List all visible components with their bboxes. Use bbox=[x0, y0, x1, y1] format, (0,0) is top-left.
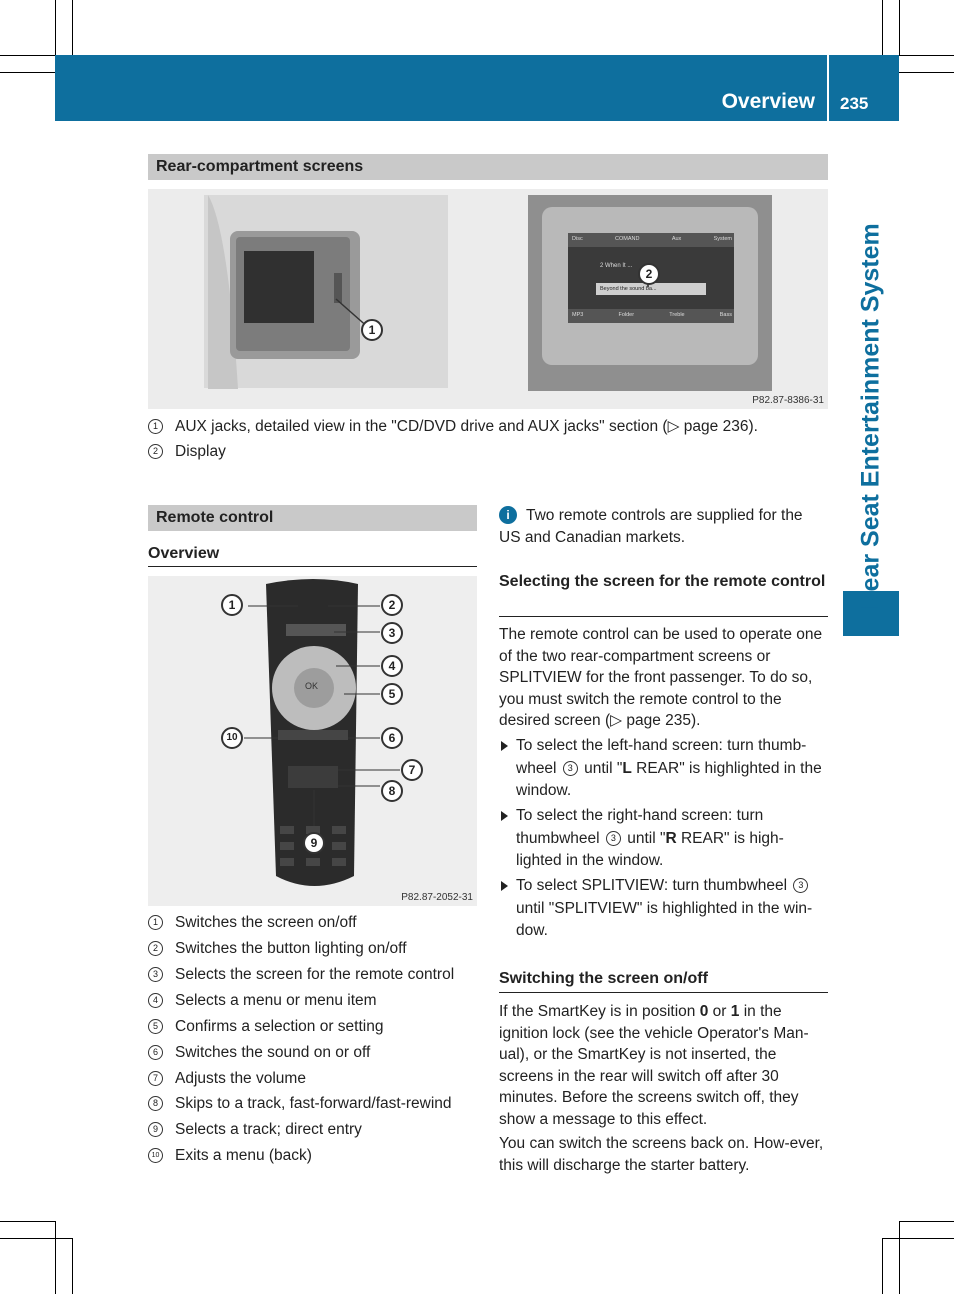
crop-mark bbox=[0, 72, 55, 73]
legend-text: Selects a track; direct entry bbox=[175, 1121, 362, 1138]
crop-mark bbox=[882, 1238, 954, 1239]
legend-item bbox=[148, 990, 377, 1012]
screen-tab: System bbox=[713, 236, 732, 242]
bullet-text: until " bbox=[622, 829, 666, 847]
callout-8: 8 bbox=[381, 780, 403, 802]
key-letter: R bbox=[665, 829, 677, 847]
legend-text: AUX jacks, detailed view in the "CD/DVD drive and AUX jacks" section (▷ page 236). bbox=[175, 418, 758, 435]
switch-body-1 bbox=[499, 1001, 829, 1130]
bullet-text: REAR" is highlighted in the window. bbox=[516, 759, 822, 799]
legend-text: Display bbox=[175, 443, 226, 460]
key-letter: L bbox=[622, 759, 632, 777]
screen-tab: COMAND bbox=[615, 236, 640, 242]
screen-tab-bar bbox=[572, 236, 732, 242]
legend-item bbox=[148, 1016, 383, 1038]
crop-mark bbox=[899, 72, 954, 73]
bullet-text: REAR" is high-lighted in the window. bbox=[516, 829, 784, 869]
callout-2: 2 bbox=[381, 594, 403, 616]
screen-tab: Aux bbox=[671, 236, 682, 242]
crop-mark bbox=[55, 1221, 56, 1294]
legend-text: Selects a menu or menu item bbox=[175, 992, 377, 1009]
body-text: in the ignition lock (see the vehicle Operator's Man-ual), or the SmartKey is not inserted, the screens in the rear will switch off after 30 minutes. Before the screens switch off, they show a message to this effect. bbox=[499, 1003, 809, 1128]
callout-3: 3 bbox=[381, 622, 403, 644]
bullet-left-screen bbox=[499, 735, 829, 803]
legend-item bbox=[148, 938, 407, 960]
callout-7: 7 bbox=[401, 759, 423, 781]
crop-mark bbox=[899, 55, 954, 56]
legend-number: 7 bbox=[148, 1071, 163, 1086]
legend-item bbox=[148, 1093, 452, 1115]
key-position: 0 bbox=[699, 1003, 709, 1020]
info-icon: i bbox=[499, 506, 517, 524]
header-divider bbox=[827, 55, 829, 121]
screen-footer-bar bbox=[572, 312, 732, 318]
crop-mark bbox=[72, 0, 73, 55]
rear-screens-figure bbox=[148, 189, 828, 409]
key-position: 1 bbox=[730, 1003, 740, 1020]
legend-number: 2 bbox=[148, 444, 163, 459]
legend-number: 2 bbox=[148, 941, 163, 956]
info-note bbox=[499, 505, 828, 548]
page-number: 235 bbox=[840, 94, 869, 113]
callout-5: 5 bbox=[381, 683, 403, 705]
info-text: Two remote controls are supplied for the US and Canadian markets. bbox=[499, 507, 803, 546]
legend-number: 10 bbox=[148, 1148, 163, 1163]
screen-track: 2 When It ... bbox=[600, 263, 633, 269]
crop-mark bbox=[899, 0, 900, 55]
bullet-text: To select the left-hand screen: turn thumb-wheel bbox=[516, 737, 807, 777]
legend-number: 9 bbox=[148, 1122, 163, 1137]
screen-tab: Disc bbox=[572, 236, 583, 242]
callout-1: 1 bbox=[221, 594, 243, 616]
remote-illustration bbox=[148, 576, 477, 906]
callout-9: 9 bbox=[303, 832, 325, 854]
legend-item bbox=[148, 964, 454, 986]
screen-song: Beyond the sound ba... bbox=[600, 286, 657, 292]
section-heading-remote: Remote control bbox=[148, 505, 477, 531]
subheading-switch-screen: Switching the screen on/off bbox=[499, 969, 828, 993]
crop-mark bbox=[899, 1221, 954, 1222]
crop-mark bbox=[0, 1221, 55, 1222]
thumbwheel-number: 3 bbox=[563, 761, 578, 776]
remote-figure bbox=[148, 576, 477, 906]
chapter-label: Rear Seat Entertainment System bbox=[856, 223, 885, 610]
image-code: P82.87-8386-31 bbox=[752, 395, 824, 406]
crop-mark bbox=[899, 1221, 900, 1294]
screen-footer-item: Treble bbox=[669, 312, 685, 318]
callout-10: 10 bbox=[221, 727, 243, 749]
rear-screens-illustration bbox=[148, 189, 828, 409]
body-text: If the SmartKey is in position bbox=[499, 1003, 700, 1020]
screen-footer-item: MP3 bbox=[572, 312, 584, 318]
legend-item bbox=[148, 1145, 312, 1167]
bullet-text: To select SPLITVIEW: turn thumbwheel bbox=[516, 877, 792, 894]
bullet-text: until "SPLITVIEW" is highlighted in the win-dow. bbox=[516, 899, 813, 939]
thumbwheel-number: 3 bbox=[606, 831, 621, 846]
legend-item bbox=[148, 1042, 370, 1064]
ok-button-label: OK bbox=[305, 681, 319, 691]
legend-text: Switches the button lighting on/off bbox=[175, 940, 407, 957]
switch-body-2: You can switch the screens back on. How-ever, this will discharge the starter battery. bbox=[499, 1135, 824, 1174]
callout-4: 4 bbox=[381, 655, 403, 677]
legend-text: Confirms a selection or setting bbox=[175, 1018, 384, 1035]
select-body: The remote control can be used to operate one of the two rear-compartment screens or SPLITVIEW for the front passenger. To do so, you must switch the remote control to the desired screen (▷ page 235). bbox=[499, 626, 823, 729]
bullet-right-screen bbox=[499, 805, 829, 873]
legend-text: Selects the screen for the remote control bbox=[175, 966, 455, 983]
screen-footer-item: Folder bbox=[618, 312, 635, 318]
subheading-select-screen: Selecting the screen for the remote control bbox=[499, 571, 828, 617]
legend-text: Skips to a track, fast-forward/fast-rewind bbox=[175, 1095, 452, 1112]
legend-text: Adjusts the volume bbox=[175, 1070, 306, 1087]
image-code: P82.87-2052-31 bbox=[401, 892, 473, 903]
crop-mark bbox=[55, 0, 56, 55]
legend-item bbox=[148, 1068, 306, 1090]
thumbwheel-number: 3 bbox=[793, 878, 808, 893]
legend-number: 3 bbox=[148, 967, 163, 982]
crop-mark bbox=[882, 1238, 883, 1294]
screen-footer-item: Bass bbox=[719, 312, 732, 318]
section-heading-rear-screens: Rear-compartment screens bbox=[148, 154, 828, 180]
legend-text: Exits a menu (back) bbox=[175, 1147, 312, 1164]
legend-number: 1 bbox=[148, 419, 163, 434]
page-title: Overview bbox=[721, 90, 815, 113]
crop-mark bbox=[0, 1238, 72, 1239]
legend-number: 6 bbox=[148, 1045, 163, 1060]
bullet-text: until " bbox=[579, 759, 623, 777]
callout-1: 1 bbox=[361, 319, 383, 341]
crop-mark bbox=[882, 0, 883, 55]
callout-6: 6 bbox=[381, 727, 403, 749]
legend-number: 4 bbox=[148, 993, 163, 1008]
bullet-text: To select the right-hand screen: turn thumbwheel bbox=[516, 807, 764, 847]
crop-mark bbox=[0, 55, 55, 56]
legend-item bbox=[148, 416, 758, 438]
body-text: or bbox=[708, 1003, 731, 1020]
legend-item bbox=[148, 1119, 362, 1141]
legend-number: 8 bbox=[148, 1096, 163, 1111]
subheading-overview: Overview bbox=[148, 544, 477, 567]
legend-number: 5 bbox=[148, 1019, 163, 1034]
legend-text: Switches the sound on or off bbox=[175, 1044, 371, 1061]
legend-item bbox=[148, 912, 357, 934]
callout-2: 2 bbox=[638, 263, 660, 285]
legend-item bbox=[148, 441, 226, 463]
legend-text: Switches the screen on/off bbox=[175, 914, 357, 931]
legend-number: 1 bbox=[148, 915, 163, 930]
bullet-splitview bbox=[499, 875, 829, 943]
crop-mark bbox=[72, 1238, 73, 1294]
